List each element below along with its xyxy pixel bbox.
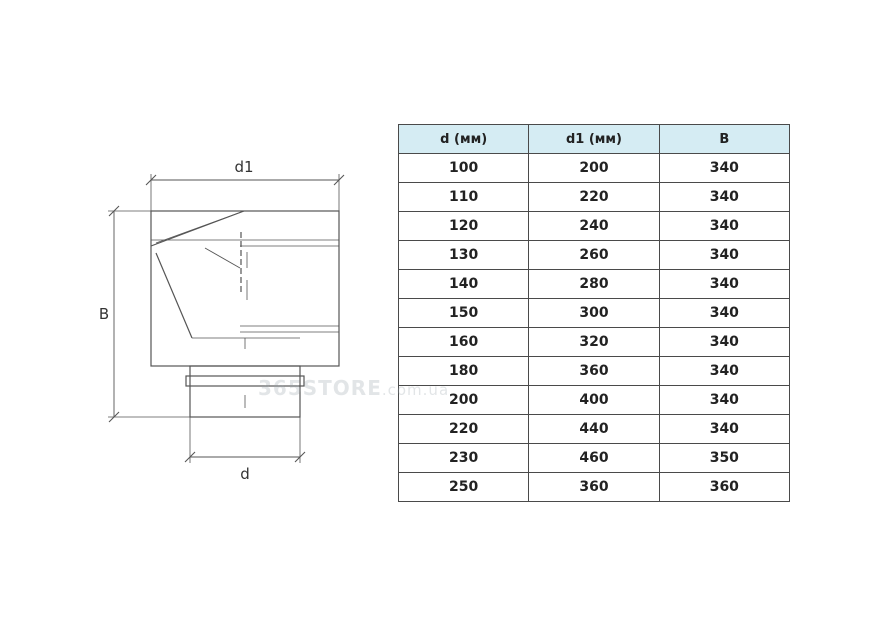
table-cell: 160 bbox=[399, 328, 529, 357]
table-cell: 200 bbox=[529, 154, 659, 183]
table-cell: 140 bbox=[399, 270, 529, 299]
table-header-row bbox=[399, 125, 790, 154]
table-cell: 340 bbox=[659, 415, 789, 444]
header-d: d (мм) bbox=[399, 125, 529, 154]
table-cell: 100 bbox=[399, 154, 529, 183]
table-cell: 150 bbox=[399, 299, 529, 328]
table-cell: 340 bbox=[659, 328, 789, 357]
table-cell: 340 bbox=[659, 154, 789, 183]
table-row bbox=[399, 473, 790, 502]
table-cell: 280 bbox=[529, 270, 659, 299]
table-cell: 250 bbox=[399, 473, 529, 502]
watermark bbox=[258, 376, 449, 400]
d-label: d bbox=[240, 465, 250, 483]
table-cell: 220 bbox=[399, 415, 529, 444]
table-cell: 200 bbox=[399, 386, 529, 415]
table-row bbox=[399, 241, 790, 270]
table-cell: 340 bbox=[659, 183, 789, 212]
table-cell: 300 bbox=[529, 299, 659, 328]
table-cell: 260 bbox=[529, 241, 659, 270]
watermark-main: 365STORE bbox=[258, 376, 382, 400]
table-row bbox=[399, 357, 790, 386]
table-cell: 360 bbox=[659, 473, 789, 502]
table-row bbox=[399, 386, 790, 415]
b-label: B bbox=[98, 305, 110, 323]
header-b: B bbox=[659, 125, 789, 154]
table-cell: 440 bbox=[529, 415, 659, 444]
table-cell: 350 bbox=[659, 444, 789, 473]
table-row bbox=[399, 415, 790, 444]
table-row bbox=[399, 212, 790, 241]
table-cell: 120 bbox=[399, 212, 529, 241]
table-cell: 340 bbox=[659, 299, 789, 328]
table-cell: 360 bbox=[529, 473, 659, 502]
table-row bbox=[399, 270, 790, 299]
table-row bbox=[399, 183, 790, 212]
table-row bbox=[399, 299, 790, 328]
table-cell: 230 bbox=[399, 444, 529, 473]
table-row bbox=[399, 154, 790, 183]
dimensions-table bbox=[398, 124, 790, 502]
d1-label: d1 bbox=[234, 158, 254, 176]
table-cell: 400 bbox=[529, 386, 659, 415]
table-cell: 460 bbox=[529, 444, 659, 473]
table-cell: 340 bbox=[659, 386, 789, 415]
table-row bbox=[399, 444, 790, 473]
table-cell: 340 bbox=[659, 270, 789, 299]
table-cell: 340 bbox=[659, 241, 789, 270]
table-cell: 130 bbox=[399, 241, 529, 270]
watermark-suffix: .com.ua bbox=[381, 381, 450, 399]
header-d1: d1 (мм) bbox=[529, 125, 659, 154]
technical-drawing bbox=[0, 0, 400, 636]
table-cell: 110 bbox=[399, 183, 529, 212]
table-row bbox=[399, 328, 790, 357]
table-cell: 360 bbox=[529, 357, 659, 386]
table-cell: 180 bbox=[399, 357, 529, 386]
table-cell: 240 bbox=[529, 212, 659, 241]
table-cell: 340 bbox=[659, 357, 789, 386]
table-cell: 320 bbox=[529, 328, 659, 357]
table-cell: 340 bbox=[659, 212, 789, 241]
table-cell: 220 bbox=[529, 183, 659, 212]
